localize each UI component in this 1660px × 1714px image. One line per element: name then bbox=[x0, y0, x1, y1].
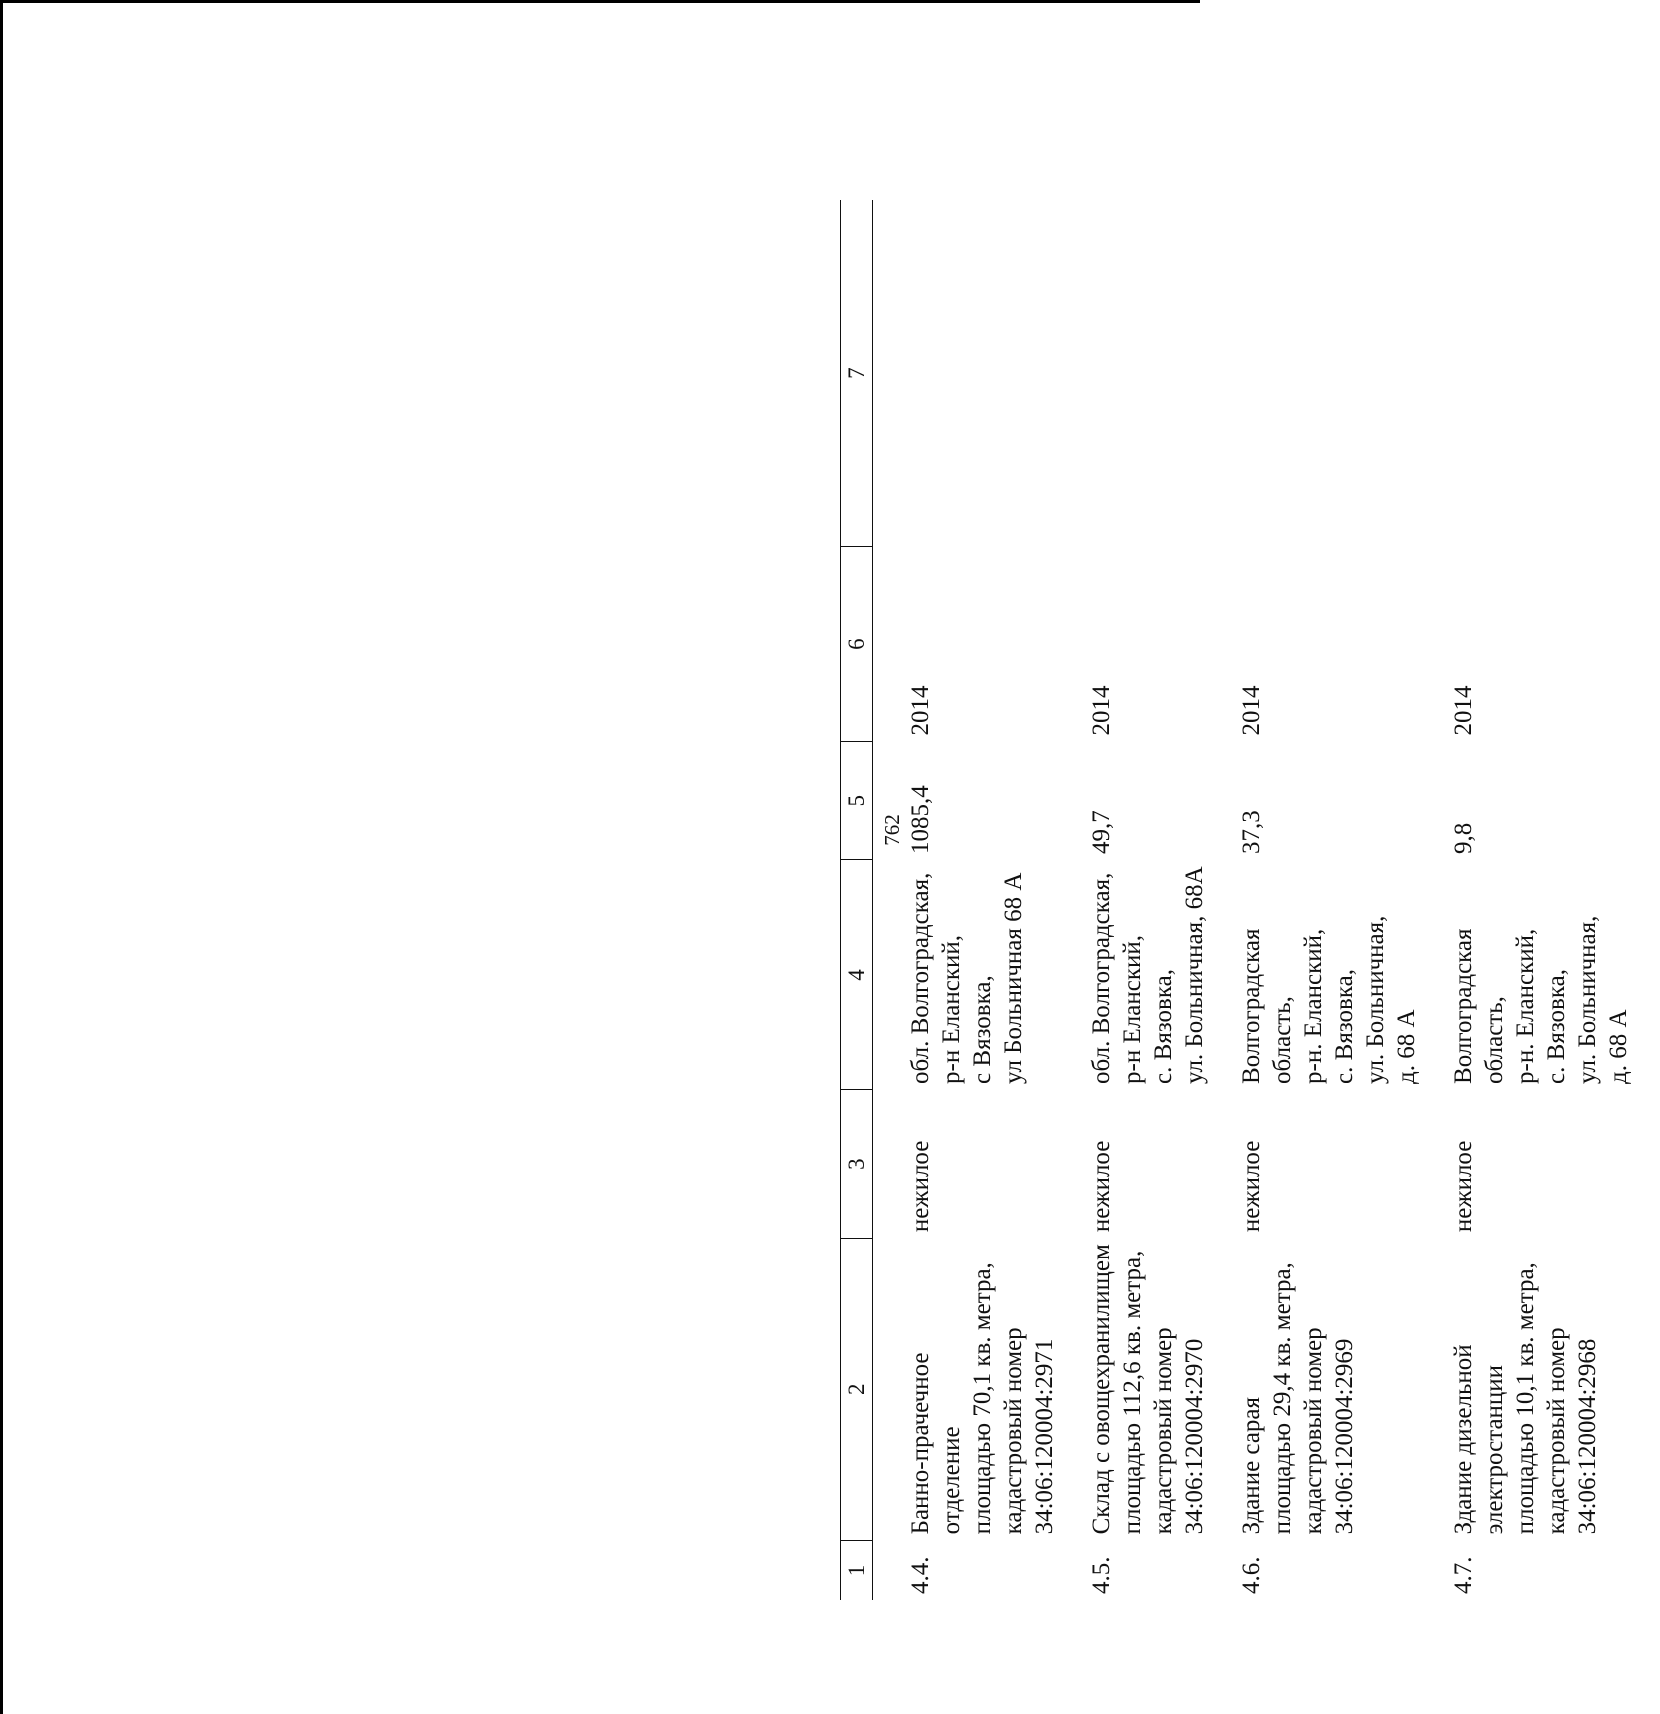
address-line: с Вязовка, bbox=[969, 975, 996, 1084]
object-name-line: Банно-прачечное bbox=[907, 1352, 934, 1535]
object-name-line: кадастровый номер bbox=[1543, 1327, 1570, 1535]
address-line: д. 68 А bbox=[1605, 1009, 1632, 1084]
object-value: 49,7 bbox=[1088, 810, 1115, 854]
object-name-line: Здание сарая bbox=[1238, 1396, 1265, 1535]
address-line: ул. Больничная, bbox=[1574, 915, 1601, 1084]
scan-edge-left bbox=[0, 0, 3, 1714]
object-name bbox=[1086, 1238, 1236, 1540]
object-name-line: площадью 70,1 кв. метра, bbox=[969, 1262, 996, 1535]
address-line: р-н Еланский, bbox=[1119, 935, 1146, 1084]
object-year: 2014 bbox=[907, 685, 934, 736]
object-value: 37,3 bbox=[1238, 810, 1265, 854]
address-line: обл. Волгоградская, bbox=[907, 872, 934, 1084]
table-row bbox=[1236, 200, 1448, 1600]
address-line: р-н Еланский, bbox=[938, 935, 965, 1084]
object-name bbox=[1448, 1238, 1660, 1540]
column-header-2: 2 bbox=[841, 1238, 873, 1540]
object-year: 2014 bbox=[1088, 685, 1115, 736]
object-name-line: 34:06:120004:2969 bbox=[1331, 1338, 1358, 1535]
address-line: область, bbox=[1269, 996, 1296, 1084]
object-name-line: 34:06:120004:2970 bbox=[1181, 1338, 1208, 1535]
object-note bbox=[873, 200, 1087, 547]
row-number: 4.5. bbox=[1088, 1556, 1115, 1594]
object-name-line: Склад с овощехранилищем bbox=[1088, 1244, 1115, 1535]
address-line: ул Больничная 68 А bbox=[1000, 872, 1027, 1084]
column-header-1: 1 bbox=[841, 1540, 873, 1600]
object-address bbox=[1448, 860, 1660, 1090]
address-line: Волгоградская bbox=[1450, 928, 1477, 1084]
column-header-5: 5 bbox=[841, 741, 873, 860]
address-line: р-н. Еланский, bbox=[1512, 928, 1539, 1084]
object-name-line: кадастровый номер bbox=[1000, 1327, 1027, 1535]
object-type: нежилое bbox=[1450, 1140, 1477, 1233]
object-name-line: площадью 112,6 кв. метра, bbox=[1119, 1250, 1146, 1535]
address-line: с. Вязовка, bbox=[1150, 969, 1177, 1084]
header-row bbox=[841, 200, 873, 1600]
property-table bbox=[840, 200, 1660, 1600]
row-number: 4.7. bbox=[1450, 1556, 1477, 1594]
object-address bbox=[873, 860, 1087, 1090]
page-number: 762 bbox=[880, 814, 904, 846]
object-note bbox=[1448, 200, 1660, 547]
address-line: с. Вязовка, bbox=[1543, 969, 1570, 1084]
rotated-page bbox=[50, 200, 1632, 1640]
object-name-line: 34:06:120004:2971 bbox=[1031, 1338, 1058, 1535]
object-name bbox=[873, 1238, 1087, 1540]
object-name-line: площадью 29,4 кв. метра, bbox=[1269, 1262, 1296, 1535]
column-header-4: 4 bbox=[841, 860, 873, 1090]
object-value: 9,8 bbox=[1450, 822, 1477, 854]
row-number: 4.4. bbox=[907, 1556, 934, 1594]
address-line: д. 68 А bbox=[1393, 1009, 1420, 1084]
object-value: 1085,4 bbox=[907, 785, 934, 854]
address-line: с. Вязовка, bbox=[1331, 969, 1358, 1084]
object-address bbox=[1236, 860, 1448, 1090]
address-line: область, bbox=[1481, 996, 1508, 1084]
column-header-7: 7 bbox=[841, 200, 873, 547]
object-type: нежилое bbox=[1088, 1140, 1115, 1233]
object-name-line: 34:06:120004:2968 bbox=[1574, 1338, 1601, 1535]
object-name-line: электростанции bbox=[1481, 1364, 1508, 1535]
object-note bbox=[1086, 200, 1236, 547]
object-name bbox=[1236, 1238, 1448, 1540]
table-row bbox=[873, 200, 1087, 1600]
address-line: ул. Больничная, 68А bbox=[1181, 866, 1208, 1084]
column-header-6: 6 bbox=[841, 547, 873, 742]
row-number: 4.6. bbox=[1238, 1556, 1265, 1594]
object-note bbox=[1236, 200, 1448, 547]
table-row bbox=[1086, 200, 1236, 1600]
object-name-line: кадастровый номер bbox=[1150, 1327, 1177, 1535]
table-row bbox=[1448, 200, 1660, 1600]
object-type: нежилое bbox=[1238, 1140, 1265, 1233]
address-line: Волгоградская bbox=[1238, 928, 1265, 1084]
object-name-line: площадью 10,1 кв. метра, bbox=[1512, 1262, 1539, 1535]
address-line: ул. Больничная, bbox=[1362, 915, 1389, 1084]
object-name-line: Здание дизельной bbox=[1450, 1344, 1477, 1535]
scan-edge-top bbox=[0, 0, 1200, 3]
column-header-3: 3 bbox=[841, 1090, 873, 1238]
object-name-line: отделение bbox=[938, 1426, 965, 1535]
object-year: 2014 bbox=[1450, 685, 1477, 736]
address-line: обл. Волгоградская, bbox=[1088, 872, 1115, 1084]
object-year: 2014 bbox=[1238, 685, 1265, 736]
address-line: р-н. Еланский, bbox=[1300, 928, 1327, 1084]
object-name-line: кадастровый номер bbox=[1300, 1327, 1327, 1535]
object-address bbox=[1086, 860, 1236, 1090]
object-type: нежилое bbox=[907, 1140, 934, 1233]
